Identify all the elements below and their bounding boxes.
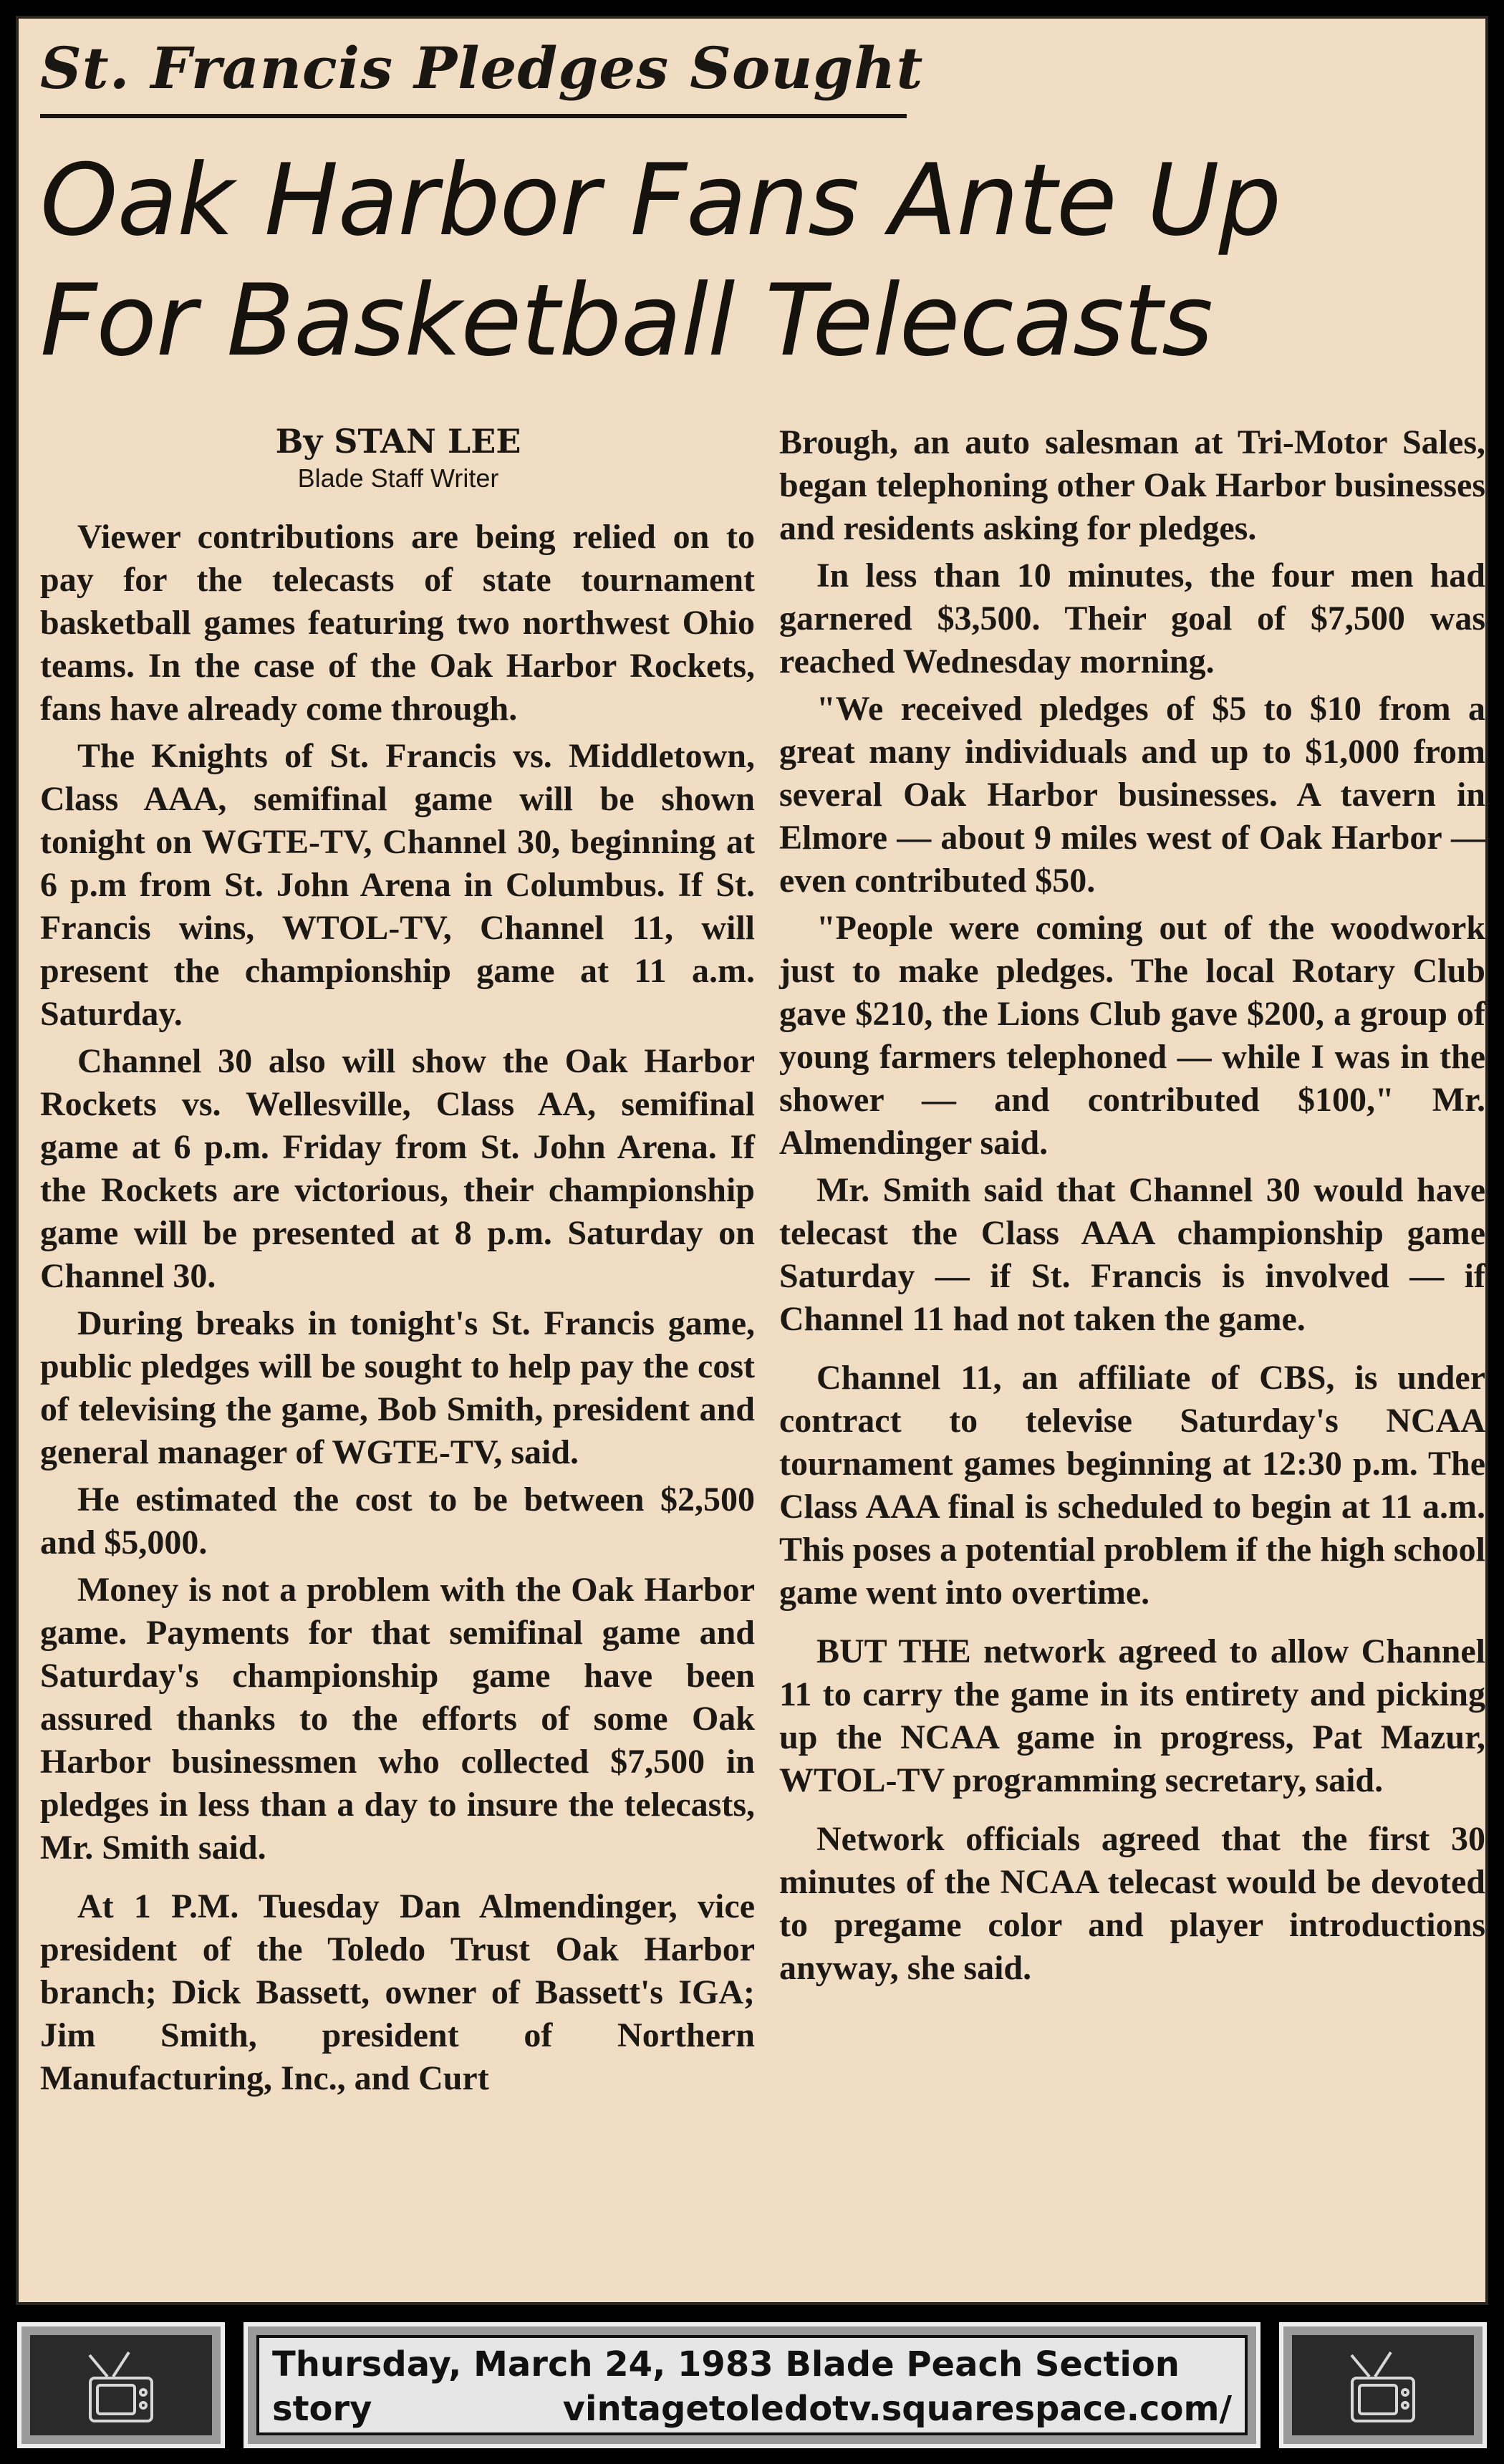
- paragraph: Channel 11, an affiliate of CBS, is under contract to televise Saturday's NCAA tournament games beginning at 12:30 p.m. The Class AAA final is scheduled to begin at 11 a.m. This poses a potential problem if the high school game went into overtime.: [779, 1359, 1485, 1612]
- vintage-tv-icon-left: [17, 2322, 225, 2448]
- kicker-headline: St. Francis Pledges Sought: [40, 34, 924, 102]
- article-column-1: [40, 516, 755, 2104]
- paragraph: At 1 P.M. Tuesday Dan Almendinger, vice president of the Toledo Trust Oak Harbor branch; Dick Bassett, owner of Bassett's IGA; Jim Smith, president of Northern Manufacturing, Inc., and Curt: [40, 1887, 755, 2097]
- main-headline: [40, 140, 1281, 381]
- paragraph: In less than 10 minutes, the four men had garnered $3,500. Their goal of $7,500 was reached Wednesday morning.: [779, 557, 1485, 680]
- newspaper-clipping: [16, 16, 1488, 2305]
- paragraph: Network officials agreed that the first 30 minutes of the NCAA telecast would be devoted to pregame color and player introductions anyway, she said.: [779, 1820, 1485, 1987]
- paragraph: Channel 30 also will show the Oak Harbor Rockets vs. Wellesville, Class AA, semifinal game at 6 p.m. Friday from St. John Arena. If the Rockets are victorious, their championship game will be presented at 8 p.m. Saturday on Channel 30.: [40, 1042, 755, 1295]
- footer-url[interactable]: vintagetoledotv.squarespace.com/: [562, 2389, 1232, 2429]
- paragraph: Money is not a problem with the Oak Harbor game. Payments for that semifinal game and Saturday's championship game have been assured thanks to the efforts of some Oak Harbor businessmen who collected $7,500 in pledges in less than a day to insure the telecasts, Mr. Smith said.: [40, 1571, 755, 1867]
- paragraph: Brough, an auto salesman at Tri-Motor Sales, began telephoning other Oak Harbor businesses and residents asking for pledges.: [779, 423, 1485, 547]
- headline-line-1: Oak Harbor Fans Ante Up: [40, 143, 1281, 258]
- subhead-paragraph: BUT THE network agreed to allow Channel 11 to carry the game in its entirety and picking up the NCAA game in progress, Pat Mazur, WTOL-TV programming secretary, said.: [779, 1632, 1485, 1799]
- footer-story: story: [272, 2389, 372, 2429]
- byline: [40, 421, 756, 496]
- byline-name: By STAN LEE: [275, 422, 521, 461]
- article-column-2: [779, 421, 1485, 1994]
- vintage-tv-icon-right: [1279, 2322, 1487, 2448]
- paragraph: Viewer contributions are being relied on to pay for the telecasts of state tournament basketball games featuring two northwest Ohio teams. In the case of the Oak Harbor Rockets, fans have already come through.: [40, 518, 755, 728]
- headline-line-2: For Basketball Telecasts: [40, 263, 1213, 378]
- vintage-tv-icon: [1283, 2326, 1483, 2444]
- paragraph: He estimated the cost to be between $2,500 and $5,000.: [40, 1481, 755, 1561]
- footer-caption: [244, 2322, 1260, 2448]
- paragraph: Mr. Smith said that Channel 30 would have telecast the Class AAA championship game Saturday — if St. Francis is involved — if Channel 11 had not taken the game.: [779, 1171, 1485, 1338]
- paragraph: "People were coming out of the woodwork just to make pledges. The local Rotary Club gave $210, the Lions Club gave $200, a group of young farmers telephoned — while I was in the shower — and contributed $100," Mr. Almendinger said.: [779, 909, 1485, 1162]
- paragraph: During breaks in tonight's St. Francis game, public pledges will be sought to help pay the cost of televising the game, Bob Smith, president and general manager of WGTE-TV, said.: [40, 1304, 755, 1471]
- paragraph: The Knights of St. Francis vs. Middletown, Class AAA, semifinal game will be shown tonight on WGTE-TV, Channel 30, beginning at 6 p.m from St. John Arena in Columbus. If St. Francis wins, WTOL-TV, Channel 11, will present the championship game at 11 a.m. Saturday.: [40, 737, 755, 1033]
- byline-title: Blade Staff Writer: [297, 463, 499, 493]
- paragraph: "We received pledges of $5 to $10 from a great many individuals and up to $1,000 from several Oak Harbor businesses. A tavern in Elmore — about 9 miles west of Oak Harbor — even contributed $50.: [779, 690, 1485, 900]
- footer-date: Thursday, March 24, 1983 Blade Peach Section: [272, 2344, 1180, 2384]
- vintage-tv-icon: [21, 2326, 221, 2444]
- kicker-rule: [40, 114, 907, 118]
